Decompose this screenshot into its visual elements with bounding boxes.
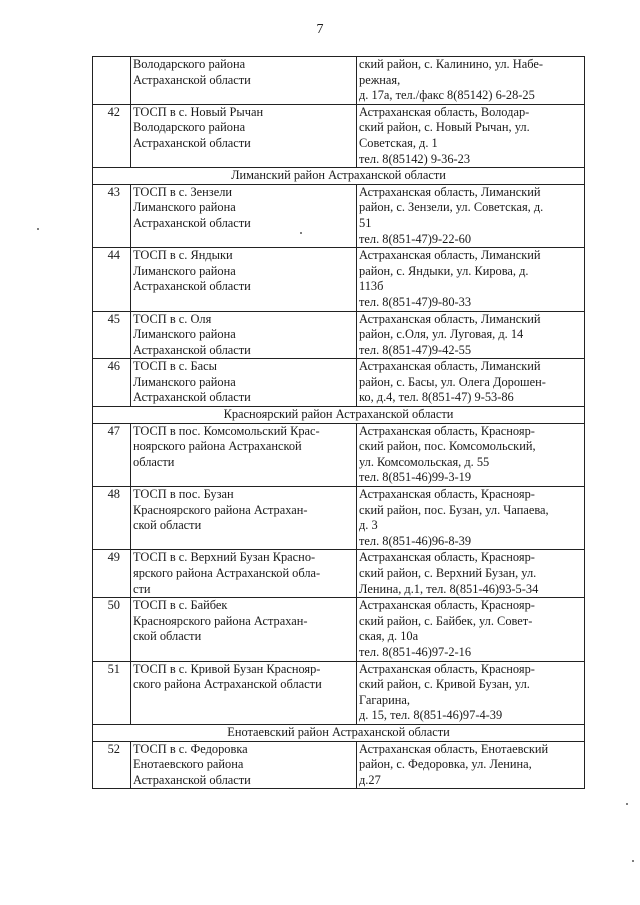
office-address-line: ко, д.4, тел. 8(851-47) 9-53-86 [359,390,514,405]
offices-table [92,56,585,789]
office-name [131,423,357,486]
office-address-line: тел. 8(85142) 9-36-23 [359,151,471,166]
office-name-line: ноярского района Астраханской [133,439,302,454]
office-name-line: Красноярского района Астрахан- [133,502,308,517]
row-number: 45 [93,311,131,359]
office-address-line: тел. 8(851-46)96-8-39 [359,533,472,548]
scan-speck [626,803,628,805]
district-section-title: Красноярский район Астраханской области [93,407,585,424]
district-section-title: Енотаевский район Астраханской области [93,724,585,741]
office-name-line: ярского района Астраханской обла- [133,566,321,580]
row-number: 50 [93,598,131,661]
office-name [131,661,357,724]
office-address-line: 113б [359,279,384,294]
scan-speck [37,228,39,230]
office-address-line: д. 3 [359,518,378,533]
office-address-line: тел. 8(851-46)99-3-19 [359,470,472,485]
office-name-line: области [133,454,175,469]
row-number: 51 [93,661,131,724]
office-name-line: Астраханской области [133,342,251,357]
office-address [357,359,585,407]
office-name-line: Володарского района [133,120,246,135]
office-name-line: ТОСП в с. Кривой Бузан Краснояр- [133,661,321,676]
office-name-line: Лиманского района [133,200,236,215]
office-address-line: ская, д. 10а [359,629,419,644]
district-section-row [93,407,585,424]
office-address-line: ский район, пос. Бузан, ул. Чапаева, [359,502,549,517]
office-name [131,487,357,550]
district-section-title: Лиманский район Астраханской области [93,168,585,185]
row-number [93,57,131,105]
office-address-line: район, с.Оля, ул. Луговая, д. 14 [359,327,524,342]
district-section-row [93,724,585,741]
table-row [93,598,585,661]
office-name-line: ТОСП в с. Федоровка [133,741,248,756]
office-address-line: Астраханская область, Володар- [359,104,530,119]
office-name-line: сти [133,581,151,596]
page-number: 7 [316,22,324,37]
office-address-line: район, с. Яндыки, ул. Кирова, д. [359,263,529,278]
table-row [93,359,585,407]
office-address [357,741,585,789]
office-address-line: Астраханская область, Краснояр- [359,661,535,676]
office-name-line: ской области [133,629,202,644]
office-address-line: Астраханская область, Краснояр- [359,487,535,502]
office-address-line: Гагарина, [359,692,410,707]
row-number: 48 [93,487,131,550]
office-address-line: Астраханская область, Енотаевский [359,741,549,756]
office-address-line: д.27 [359,772,381,787]
office-address-line: Астраханская область, Лиманский [359,311,541,326]
office-address [357,311,585,359]
office-name [131,184,357,247]
row-number: 46 [93,359,131,407]
table-row [93,741,585,789]
office-address-line: Астраханская область, Лиманский [359,359,541,374]
office-name [131,104,357,167]
offices-table-body [93,57,585,789]
scan-speck [300,232,302,234]
office-name-line: Красноярского района Астрахан- [133,613,308,628]
office-name [131,311,357,359]
office-name-line: Лиманского района [133,327,236,342]
office-name-line: Астраханской области [133,390,251,405]
office-address-line: ский район, с. Новый Рычан, ул. [359,120,530,135]
office-name-line: Астраханской области [133,772,251,787]
office-address-line: район, с. Басы, ул. Олега Дорошен- [359,374,546,389]
office-address [357,423,585,486]
office-address-line: Астраханская область, Краснояр- [359,550,535,565]
office-address-line: 51 [359,215,372,230]
office-address-line: Советская, д. 1 [359,135,438,150]
office-address-line: Астраханская область, Лиманский [359,248,541,263]
office-address-line: тел. 8(851-47)9-42-55 [359,342,472,357]
office-name [131,248,357,311]
office-name-line: ской области [133,518,202,533]
row-number: 42 [93,104,131,167]
office-name-line: Астраханской области [133,279,251,294]
office-name-line: Астраханской области [133,135,251,150]
office-name-line: ТОСП в с. Оля [133,311,212,326]
table-row [93,184,585,247]
office-name-line: Енотаевского района [133,757,244,772]
table-row [93,104,585,167]
office-address-line: Астраханская область, Краснояр- [359,423,535,438]
office-address [357,248,585,311]
district-section-row [93,168,585,185]
office-address-line: район, с. Зензели, ул. Советская, д. [359,200,544,215]
office-address [357,487,585,550]
office-name-line: ТОСП в с. Басы [133,359,217,374]
office-name-line: ТОСП в пос. Бузан [133,487,234,502]
office-name-line: Астраханской области [133,72,251,87]
office-name-line: ского района Астраханской области [133,677,322,692]
table-row [93,57,585,105]
office-address-line: Ленина, д.1, тел. 8(851-46)93-5-34 [359,581,539,596]
office-name-line: Володарского района [133,57,246,71]
row-number: 49 [93,550,131,598]
office-address-line: Астраханская область, Лиманский [359,184,541,199]
scan-speck [632,860,634,862]
table-row [93,423,585,486]
office-name [131,359,357,407]
office-address-line: ский район, с. Байбек, ул. Совет- [359,613,533,628]
office-name [131,550,357,598]
office-name-line: ТОСП в пос. Комсомольский Крас- [133,423,320,438]
office-name [131,57,357,105]
row-number: 43 [93,184,131,247]
office-address-line: д. 15, тел. 8(851-46)97-4-39 [359,708,503,723]
office-address-line: ский район, с. Калинино, ул. Набе- [359,57,543,71]
table-row [93,311,585,359]
table-row [93,661,585,724]
office-name [131,741,357,789]
office-name-line: ТОСП в с. Новый Рычан [133,104,264,119]
office-name-line: ТОСП в с. Байбек [133,598,228,613]
office-address-line: район, с. Федоровка, ул. Ленина, [359,757,532,772]
office-address-line: д. 17а, тел./факс 8(85142) 6-28-25 [359,88,535,103]
office-name-line: ТОСП в с. Яндыки [133,248,233,263]
office-address-line: ский район, с. Верхний Бузан, ул. [359,566,537,580]
office-address [357,598,585,661]
row-number: 47 [93,423,131,486]
table-row [93,550,585,598]
office-address-line: режная, [359,72,401,87]
office-name-line: ТОСП в с. Зензели [133,184,233,199]
office-name-line: Астраханской области [133,215,251,230]
office-address [357,550,585,598]
office-name-line: ТОСП в с. Верхний Бузан Красно- [133,550,316,565]
office-address [357,184,585,247]
office-address-line: ул. Комсомольская, д. 55 [359,454,490,469]
office-address [357,104,585,167]
office-address-line: ский район, пос. Комсомольский, [359,439,536,454]
office-address [357,661,585,724]
office-address-line: ский район, с. Кривой Бузан, ул. [359,677,530,692]
office-address-line: тел. 8(851-46)97-2-16 [359,644,472,659]
row-number: 52 [93,741,131,789]
office-address-line: тел. 8(851-47)9-22-60 [359,231,472,246]
office-name-line: Лиманского района [133,263,236,278]
office-name [131,598,357,661]
office-address-line: Астраханская область, Краснояр- [359,598,535,613]
row-number: 44 [93,248,131,311]
table-row [93,248,585,311]
office-address [357,57,585,105]
table-row [93,487,585,550]
office-address-line: тел. 8(851-47)9-80-33 [359,294,472,309]
office-name-line: Лиманского района [133,374,236,389]
